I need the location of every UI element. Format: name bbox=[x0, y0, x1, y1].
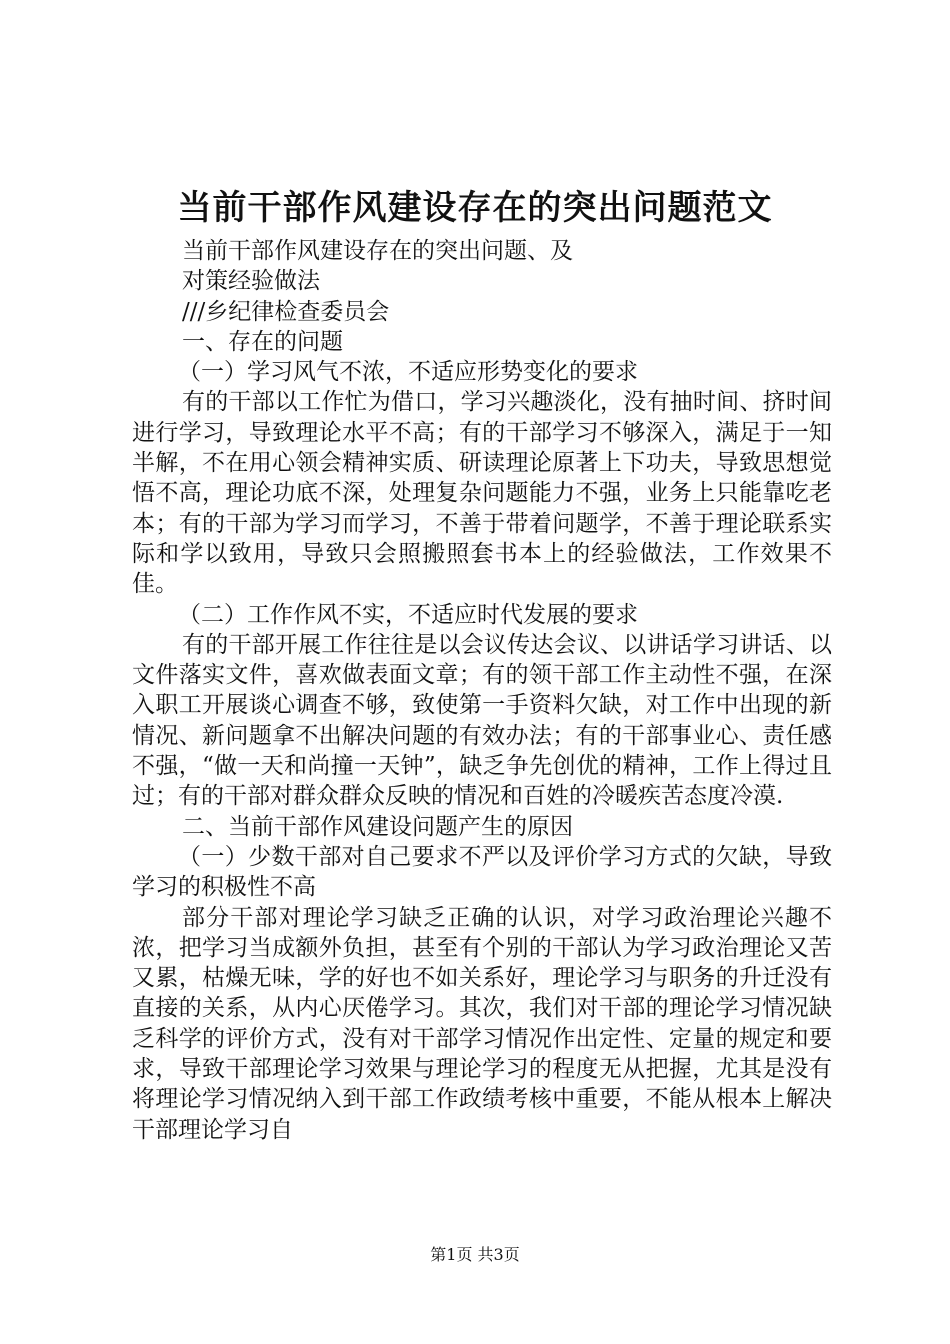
section-1-2-paragraph: 有的干部开展工作往往是以会议传达会议、以讲话学习讲话、以文件落实文件，喜欢做表面文章；有的领干部工作主动性不强，在深入职工开展谈心调查不够，致使第一手资料欠缺，对工作中出现的新情况、新问题拿不出解决问题的有效办法；有的干部事业心、责任感不强，“做一天和尚撞一天钟”，缺乏争先创优的精神，工作上得过且过；有的干部对群众群众反映的情况和百姓的冷暖疾苦态度冷漠. bbox=[132, 631, 832, 810]
document-title: 当前干部作风建设存在的突出问题范文 bbox=[177, 188, 773, 228]
section-2-1-heading: （一）少数干部对自己要求不严以及评价学习方式的欠缺，导致学习的积极性不高 bbox=[132, 843, 832, 901]
section-2-heading: 二、当前干部作风建设问题产生的原因 bbox=[182, 813, 573, 840]
section-2-1-paragraph: 部分干部对理论学习缺乏正确的认识，对学习政治理论兴趣不浓，把学习当成额外负担，甚至有个别的干部认为学习政治理论又苦又累，枯燥无味，学的好也不如关系好，理论学习与职务的升迁没有直接的关系，从内心厌倦学习。其次，我们对干部的理论学习情况缺乏科学的评价方式，没有对干部学习情况作出定性、定量的规定和要求，导致干部理论学习效果与理论学习的程度无从把握，尤其是没有将理论学习情况纳入到干部工作政绩考核中重要，不能从根本上解决干部理论学习自 bbox=[132, 904, 832, 1143]
section-1-1-paragraph: 有的干部以工作忙为借口，学习兴趣淡化，没有抽时间、挤时间进行学习，导致理论水平不高；有的干部学习不够深入，满足于一知半解，不在用心领会精神实质、研读理论原著上下功夫，导致思想觉悟不高，理论功底不深，处理复杂问题能力不强，业务上只能靠吃老本；有的干部为学习而学习，不善于带着问题学，不善于理论联系实际和学以致用，导致只会照搬照套书本上的经验做法，工作效果不佳。 bbox=[132, 389, 832, 598]
subtitle-line-2: 对策经验做法 bbox=[182, 268, 320, 295]
section-1-2-heading: （二）工作作风不实，不适应时代发展的要求 bbox=[178, 601, 638, 628]
section-1-1-heading: （一）学习风气不浓，不适应形势变化的要求 bbox=[178, 359, 638, 386]
section-1-heading: 一、存在的问题 bbox=[182, 328, 343, 355]
subtitle-line-1: 当前干部作风建设存在的突出问题、及 bbox=[182, 238, 573, 264]
page-footer: 第1页 共3页 bbox=[430, 1245, 520, 1264]
document-body bbox=[132, 236, 832, 1145]
author-line: ///乡纪律检查委员会 bbox=[182, 298, 390, 325]
